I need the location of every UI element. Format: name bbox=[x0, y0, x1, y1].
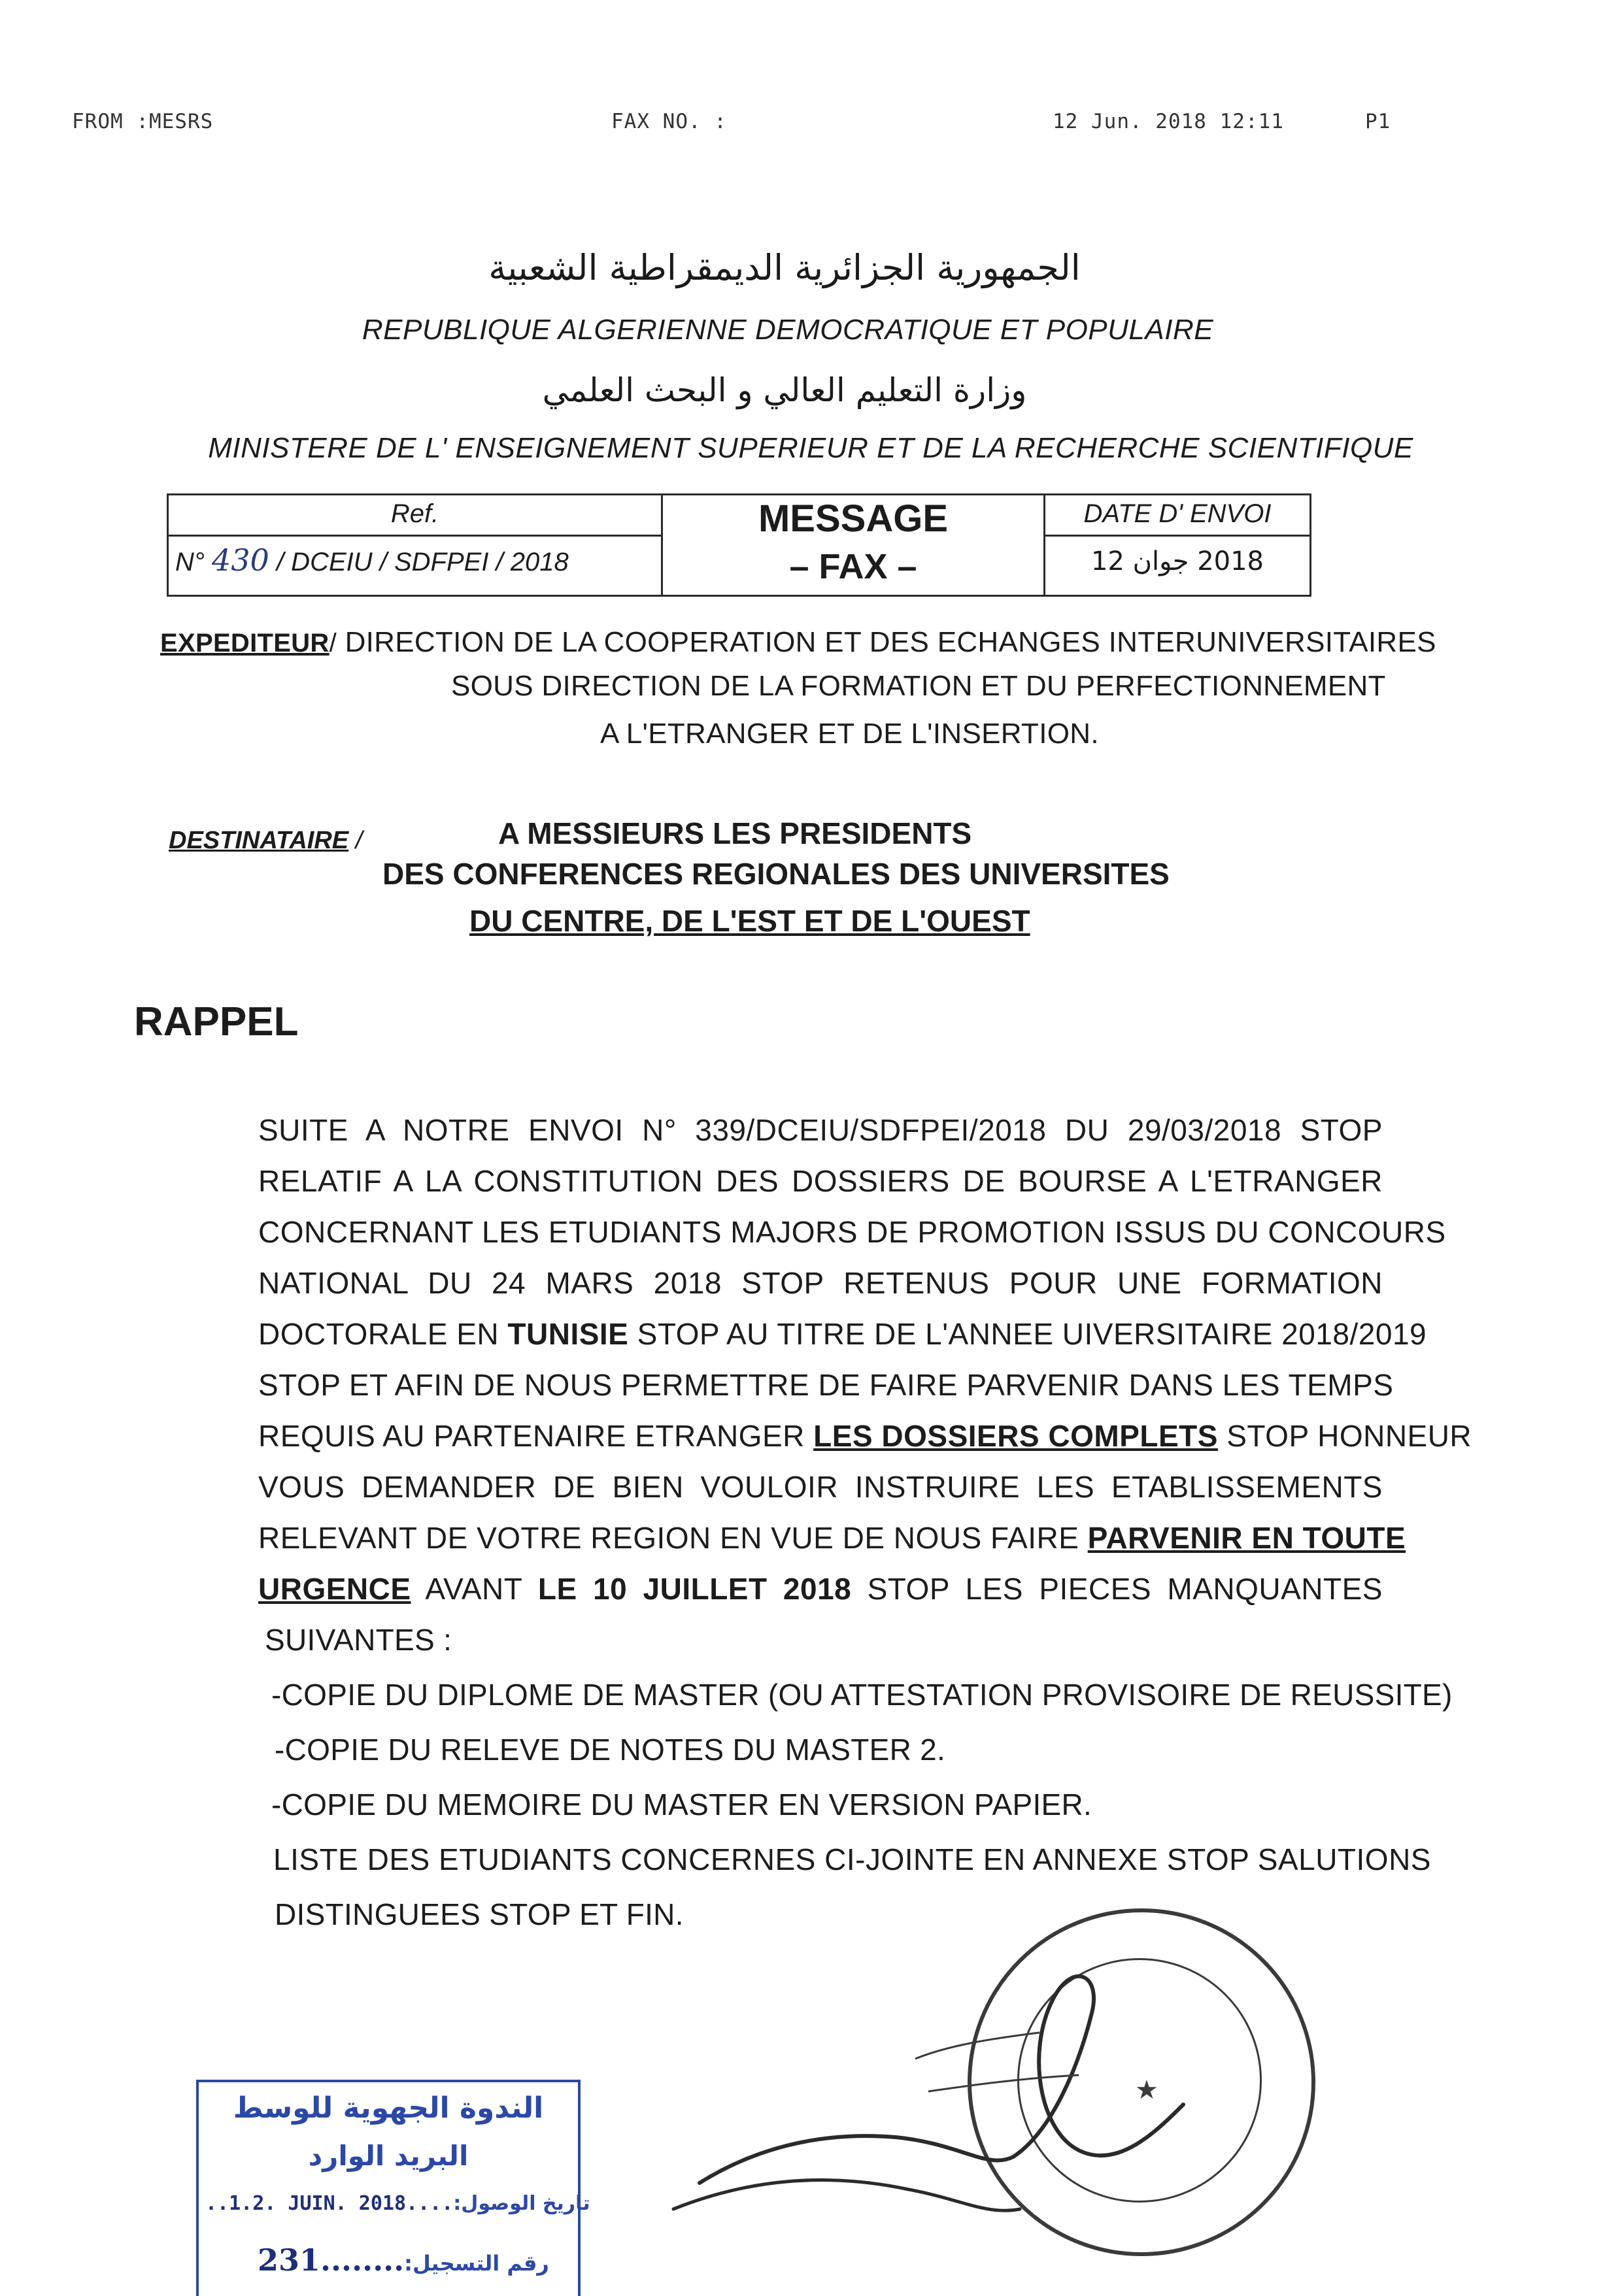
body-line-5 bbox=[258, 1316, 1427, 1352]
sender-line-3: A L'ETRANGER ET DE L'INSERTION. bbox=[600, 718, 1099, 750]
recipient-line-1: A MESSIEURS LES PRESIDENTS bbox=[498, 816, 972, 850]
recipient-label-row bbox=[169, 827, 362, 855]
body-line-5-country: TUNISIE bbox=[507, 1317, 629, 1351]
republic-french: REPUBLIQUE ALGERIENNE DEMOCRATIQUE ET POPULAIRE bbox=[362, 314, 1214, 346]
ref-label: Ref. bbox=[390, 499, 439, 528]
rappel-heading: RAPPEL bbox=[134, 999, 299, 1044]
stamp-date-row bbox=[205, 2192, 590, 2215]
body-line-12: LISTE DES ETUDIANTS CONCERNES CI-JOINTE EN ANNEXE STOP SALUTIONS bbox=[273, 1842, 1431, 1876]
body-line-4: NATIONAL DU 24 MARS 2018 STOP RETENUS POUR UNE FORMATION bbox=[258, 1266, 1383, 1300]
body-line-9-emphasis: PARVENIR EN TOUTE bbox=[1087, 1521, 1406, 1555]
list-item-2: -COPIE DU RELEVE DE NOTES DU MASTER 2. bbox=[275, 1733, 946, 1767]
republic-arabic: الجمهورية الجزائرية الديمقراطية الشعبية bbox=[488, 247, 1081, 288]
recipient-label: DESTINATAIRE bbox=[169, 827, 349, 854]
stamp-registration-row bbox=[258, 2242, 578, 2278]
body-line-2: RELATIF A LA CONSTITUTION DES DOSSIERS DE BOURSE A L'ETRANGER bbox=[258, 1164, 1383, 1198]
body-line-6: STOP ET AFIN DE NOUS PERMETTRE DE FAIRE PARVENIR DANS LES TEMPS bbox=[258, 1368, 1394, 1402]
stamp-date-value: ..1.2. JUIN. 2018.... bbox=[205, 2192, 454, 2215]
signature bbox=[621, 1935, 1275, 2242]
body-line-1: SUITE A NOTRE ENVOI N° 339/DCEIU/SDFPEI/2018 DU 29/03/2018 STOP bbox=[258, 1113, 1383, 1147]
body-line-9-a: RELEVANT DE VOTRE REGION EN VUE DE NOUS FAIRE bbox=[258, 1521, 1088, 1555]
body-line-13: DISTINGUEES STOP ET FIN. bbox=[275, 1897, 684, 1931]
svg-text:★: ★ bbox=[1135, 2075, 1158, 2105]
ref-prefix: N° bbox=[175, 548, 205, 576]
ministry-french: MINISTERE DE L' ENSEIGNEMENT SUPERIEUR ET DE LA RECHERCHE SCIENTIFIQUE bbox=[208, 432, 1413, 464]
body-line-3: CONCERNANT LES ETUDIANTS MAJORS DE PROMOTION ISSUS DU CONCOURS bbox=[258, 1215, 1446, 1249]
ministry-arabic: وزارة التعليم العالي و البحث العلمي bbox=[542, 371, 1027, 409]
body-line-10-b: AVANT bbox=[411, 1572, 538, 1606]
stamp-title: الندوة الجهوية للوسط bbox=[233, 2091, 544, 2125]
body-line-7-emphasis: LES DOSSIERS COMPLETS bbox=[813, 1419, 1218, 1453]
body-line-11: SUIVANTES : bbox=[265, 1623, 452, 1657]
fax-datetime: 12 Jun. 2018 12:11 bbox=[1053, 110, 1284, 133]
body-line-10-deadline: LE 10 JUILLET 2018 bbox=[537, 1572, 852, 1606]
body-line-7-c: STOP HONNEUR bbox=[1217, 1419, 1472, 1453]
body-line-5-a: DOCTORALE EN bbox=[258, 1317, 508, 1351]
body-line-8: VOUS DEMANDER DE BIEN VOULOIR INSTRUIRE LES ETABLISSEMENTS bbox=[258, 1470, 1383, 1504]
sender-label: EXPEDITEUR bbox=[160, 629, 329, 657]
stamp-registration-value: 231........ bbox=[258, 2242, 405, 2278]
body-line-10 bbox=[258, 1571, 1383, 1606]
ref-suffix: / DCEIU / SDFPEI / 2018 bbox=[276, 548, 569, 576]
table-divider bbox=[169, 535, 661, 537]
list-item-1: -COPIE DU DIPLOME DE MASTER (OU ATTESTATION PROVISOIRE DE REUSSITE) bbox=[271, 1678, 1453, 1712]
date-sent-value: 2018 جوان 12 bbox=[1090, 546, 1264, 576]
sender-row bbox=[160, 626, 1436, 659]
body-line-10-d: STOP LES PIECES MANQUANTES bbox=[851, 1572, 1383, 1606]
recipient-line-3: DU CENTRE, DE L'EST ET DE L'OUEST bbox=[469, 904, 1030, 938]
recipient-separator: / bbox=[355, 827, 363, 854]
stamp-registration-label: رقم التسجيل: bbox=[404, 2251, 549, 2276]
sender-separator: / bbox=[329, 629, 337, 657]
ref-number-line bbox=[175, 542, 659, 578]
table-divider bbox=[1043, 535, 1309, 537]
body-line-10-urgence: URGENCE bbox=[258, 1572, 411, 1606]
recipient-line-2: DES CONFERENCES REGIONALES DES UNIVERSITES bbox=[382, 857, 1170, 891]
message-subtitle: – FAX – bbox=[789, 547, 917, 586]
stamp-date-label: تاريخ الوصول: bbox=[453, 2192, 590, 2215]
sender-line-1: DIRECTION DE LA COOPERATION ET DES ECHANGES INTERUNIVERSITAIRES bbox=[345, 626, 1436, 658]
reference-table bbox=[167, 493, 1311, 597]
ref-number: 430 bbox=[212, 542, 269, 578]
body-line-5-c: STOP AU TITRE DE L'ANNEE UIVERSITAIRE 2018/2019 bbox=[628, 1317, 1427, 1351]
body-line-9 bbox=[258, 1520, 1406, 1556]
message-title: MESSAGE bbox=[758, 497, 949, 540]
fax-from: FROM :MESRS bbox=[72, 110, 214, 133]
body-line-7 bbox=[258, 1418, 1472, 1454]
fax-number: FAX NO. : bbox=[611, 110, 727, 133]
fax-page: P1 bbox=[1365, 110, 1391, 133]
list-item-3: -COPIE DU MEMOIRE DU MASTER EN VERSION PAPIER. bbox=[271, 1788, 1092, 1822]
date-sent-label: DATE D' ENVOI bbox=[1083, 499, 1272, 528]
sender-line-2: SOUS DIRECTION DE LA FORMATION ET DU PERFECTIONNEMENT bbox=[451, 670, 1386, 702]
body-line-7-a: REQUIS AU PARTENAIRE ETRANGER bbox=[258, 1419, 814, 1453]
stamp-subtitle: البريد الوارد bbox=[308, 2140, 469, 2172]
reception-stamp bbox=[196, 2080, 590, 2296]
